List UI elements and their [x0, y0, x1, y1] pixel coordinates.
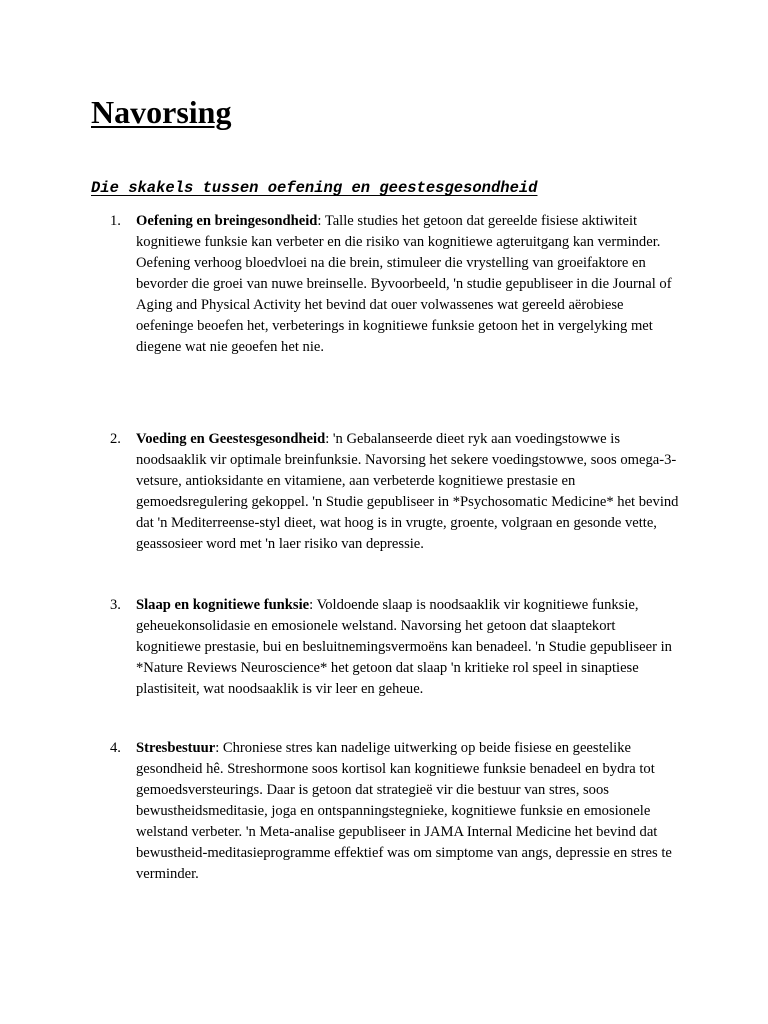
list-item-heading: Voeding en Geestesgesondheid: [136, 431, 326, 447]
list-item-body: [136, 211, 682, 358]
list-item-body: [136, 738, 682, 885]
list-item-heading: Slaap en kognitiewe funksie: [136, 597, 310, 613]
list-item-text: : Chroniese stres kan nadelige uitwerking op beide fisiese en geestelike gesondheid hê. Streshormone soos kortisol kan kognitiewe funksie benadeel en bydra tot gemoedsversteurings. Daar is getoon dat strategieë vir die bestuur van stres, soos bewustheidsmeditasie, joga en ontspanningstegnieke, kognitiewe funksie en emosionele welstand verbeter. 'n Meta-analise gepubliseer in JAMA Internal Medicine het bevind dat bewustheid-meditasieprogramme effektief was om simptome van angs, depressie en stres te verminder.: [136, 740, 672, 882]
list-item-body: [136, 429, 682, 555]
list-item-number: 4.: [110, 740, 121, 756]
list-item-heading: Oefening en breingesondheid: [136, 213, 318, 229]
list-item-number: 2.: [110, 431, 121, 447]
list-item-heading: Stresbestuur: [136, 740, 216, 756]
list-item-number: 3.: [110, 597, 121, 613]
list-item-text: : Voldoende slaap is noodsaaklik vir kognitiewe funksie, geheuekonsolidasie en emosionele welstand. Navorsing het getoon dat slaaptekort kognitiewe prestasie, bui en besluitnemingsvermoëns kan benadeel. 'n Studie gepubliseer in *Nature Reviews Neuroscience* het getoon dat slaap 'n kritieke rol speel in sinaptiese plastisiteit, wat noodsaaklik is vir leer en geheue.: [136, 597, 672, 697]
list-item-4: [110, 738, 682, 885]
list-item-2: [110, 429, 682, 555]
list-item-text: : 'n Gebalanseerde dieet ryk aan voedingstowwe is noodsaaklik vir optimale breinfunksie. Navorsing het sekere voedingstowwe, soos omega-3-vetsure, antioksidante en vitamiene, aan verbeterde kognitiewe prestasie en gemoedsregulering gekoppel. 'n Studie gepubliseer in *Psychosomatic Medicine* het bevind dat 'n Mediterreense-styl dieet, wat hoog is in vrugte, groente, volgraan en gesonde vette, geassosieer word met 'n laer risiko van depressie.: [136, 431, 679, 552]
section-subtitle: Die skakels tussen oefening en geestesgesondheid: [91, 179, 538, 197]
list-item-3: [110, 595, 682, 700]
list-item-text: : Talle studies het getoon dat gereelde fisiese aktiwiteit kognitiewe funksie kan verbeter en die risiko van kognitiewe agteruitgang kan verminder. Oefening verhoog bloedvloei na die brein, stimuleer die vrystelling van groeifaktore en bevorder die groei van nuwe breinselle. Byvoorbeeld, 'n studie gepubliseer in die Journal of Aging and Physical Activity het bevind dat ouer volwassenes wat gereeld aërobiese oefeninge beoefen het, verbeterings in kognitiewe funksie getoon het in vergelyking met diegene wat nie geoefen het nie.: [136, 213, 672, 355]
list-item-1: [110, 211, 682, 358]
list-item-body: [136, 595, 682, 700]
page-title: Navorsing: [91, 94, 232, 130]
list-item-number: 1.: [110, 213, 121, 229]
